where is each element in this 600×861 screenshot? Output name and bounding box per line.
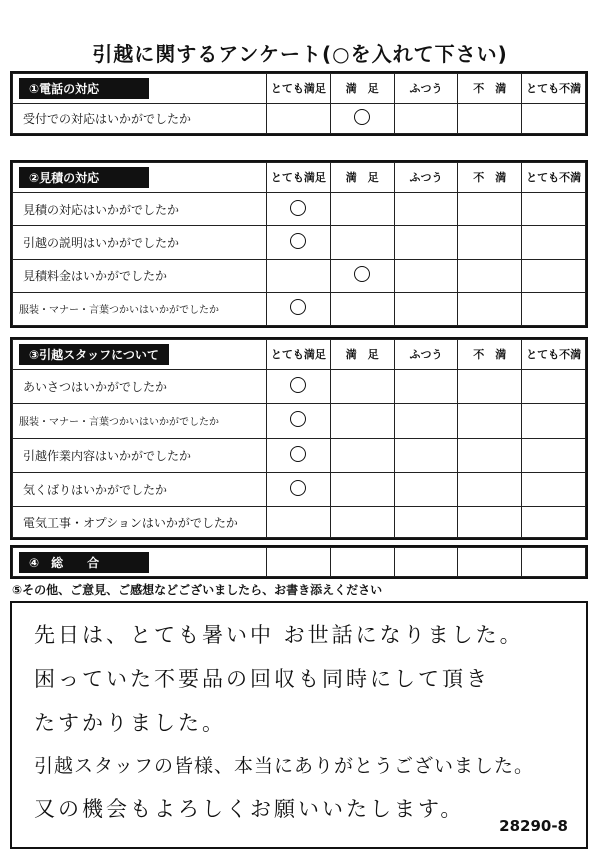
rating-header: 不 満 <box>458 74 522 104</box>
rating-cell[interactable] <box>394 292 458 325</box>
rating-cell[interactable] <box>458 193 522 226</box>
rating-cell[interactable] <box>522 370 586 404</box>
rating-header: とても不満 <box>522 163 586 193</box>
rating-cell[interactable] <box>267 472 331 506</box>
rating-header: とても満足 <box>267 74 331 104</box>
rating-cell[interactable] <box>267 404 331 438</box>
question-text: 気くばりはいかがでしたか <box>13 472 267 506</box>
rating-cell[interactable] <box>330 226 394 259</box>
rating-cell[interactable] <box>330 438 394 472</box>
rating-cell[interactable] <box>394 507 458 538</box>
question-text: 服装・マナー・言葉つかいはいかがでしたか <box>13 404 267 438</box>
question-row <box>13 370 586 404</box>
rating-header: ふつう <box>394 163 458 193</box>
question-row <box>13 259 586 292</box>
comment-line: 引越スタッフの皆様、本当にありがとうございました。 <box>34 755 535 777</box>
rating-cell[interactable] <box>267 104 331 134</box>
form-title: 引越に関するアンケート(○を入れて下さい) <box>92 42 508 66</box>
circle-mark-icon <box>290 446 306 462</box>
rating-header: ふつう <box>394 74 458 104</box>
rating-cell[interactable] <box>267 548 331 577</box>
comments-label: ⑤その他、ご意見、ご感想などございましたら、お書き添えください <box>12 583 383 597</box>
question-text: 電気工事・オプションはいかがでしたか <box>13 507 267 538</box>
rating-cell[interactable] <box>522 193 586 226</box>
section-overall <box>10 545 588 579</box>
comment-line: 先日は、とても暑い中 お世話になりました。 <box>34 623 524 647</box>
rating-cell[interactable] <box>267 292 331 325</box>
rating-cell[interactable] <box>330 370 394 404</box>
section-heading: ①電話の対応 <box>19 78 149 99</box>
rating-header: 不 満 <box>458 340 522 370</box>
rating-cell[interactable] <box>267 507 331 538</box>
rating-cell[interactable] <box>330 292 394 325</box>
question-row <box>13 404 586 438</box>
question-row <box>13 226 586 259</box>
rating-cell[interactable] <box>394 404 458 438</box>
question-text: 引越の説明はいかがでしたか <box>13 226 267 259</box>
section-heading: ④ 総 合 <box>19 552 149 573</box>
rating-cell[interactable] <box>394 370 458 404</box>
question-row <box>13 438 586 472</box>
rating-cell[interactable] <box>394 548 458 577</box>
circle-mark-icon <box>290 233 306 249</box>
rating-cell[interactable] <box>330 548 394 577</box>
rating-cell[interactable] <box>267 438 331 472</box>
rating-cell[interactable] <box>458 292 522 325</box>
question-row <box>13 472 586 506</box>
rating-cell[interactable] <box>394 104 458 134</box>
question-text: 見積の対応はいかがでしたか <box>13 193 267 226</box>
question-text: あいさつはいかがでしたか <box>13 370 267 404</box>
rating-header: とても不満 <box>522 74 586 104</box>
rating-cell[interactable] <box>458 259 522 292</box>
rating-cell[interactable] <box>522 259 586 292</box>
section-staff <box>10 337 588 540</box>
question-row <box>13 292 586 325</box>
comments-box[interactable] <box>10 601 588 849</box>
rating-cell[interactable] <box>267 193 331 226</box>
section-heading: ②見積の対応 <box>19 167 149 188</box>
question-text: 受付での対応はいかがでしたか <box>13 104 267 134</box>
section-estimate <box>10 160 588 328</box>
circle-mark-icon <box>354 266 370 282</box>
rating-header: 満 足 <box>330 74 394 104</box>
rating-cell[interactable] <box>458 226 522 259</box>
rating-cell[interactable] <box>522 438 586 472</box>
circle-mark-icon <box>290 200 306 216</box>
rating-cell[interactable] <box>522 292 586 325</box>
rating-cell[interactable] <box>522 104 586 134</box>
rating-header: とても満足 <box>267 340 331 370</box>
rating-cell[interactable] <box>394 472 458 506</box>
rating-cell[interactable] <box>394 193 458 226</box>
rating-cell[interactable] <box>394 438 458 472</box>
rating-cell[interactable] <box>458 548 522 577</box>
rating-header: 満 足 <box>330 340 394 370</box>
rating-cell[interactable] <box>458 438 522 472</box>
question-text: 引越作業内容はいかがでしたか <box>13 438 267 472</box>
rating-cell[interactable] <box>267 226 331 259</box>
rating-header: 不 満 <box>458 163 522 193</box>
rating-cell[interactable] <box>330 193 394 226</box>
section-heading: ③引越スタッフについて <box>19 344 169 365</box>
rating-cell[interactable] <box>458 472 522 506</box>
rating-cell[interactable] <box>330 507 394 538</box>
rating-cell[interactable] <box>522 226 586 259</box>
circle-mark-icon <box>290 377 306 393</box>
comment-line: 困っていた不要品の回収も同時にして頂き <box>34 667 490 691</box>
rating-cell[interactable] <box>458 104 522 134</box>
rating-cell[interactable] <box>330 404 394 438</box>
circle-mark-icon <box>290 299 306 315</box>
form-code: 28290-8 <box>499 817 568 835</box>
rating-cell[interactable] <box>522 404 586 438</box>
question-text: 服装・マナー・言葉つかいはいかがでしたか <box>13 292 267 325</box>
rating-cell[interactable] <box>458 507 522 538</box>
rating-cell[interactable] <box>394 226 458 259</box>
rating-cell[interactable] <box>330 472 394 506</box>
rating-cell[interactable] <box>330 259 394 292</box>
question-row <box>13 507 586 538</box>
rating-header: とても不満 <box>522 340 586 370</box>
circle-mark-icon <box>290 480 306 496</box>
rating-cell[interactable] <box>330 104 394 134</box>
comment-line: たすかりました。 <box>34 711 226 735</box>
rating-cell[interactable] <box>267 370 331 404</box>
rating-cell[interactable] <box>458 370 522 404</box>
rating-header: 満 足 <box>330 163 394 193</box>
circle-mark-icon <box>354 109 370 125</box>
question-text: 見積料金はいかがでしたか <box>13 259 267 292</box>
rating-cell[interactable] <box>267 259 331 292</box>
comment-line: 又の機会もよろしくお願いいたします。 <box>34 797 465 821</box>
circle-mark-icon <box>290 411 306 427</box>
question-row <box>13 104 586 134</box>
rating-cell[interactable] <box>522 507 586 538</box>
rating-cell[interactable] <box>458 404 522 438</box>
rating-cell[interactable] <box>522 548 586 577</box>
section-phone <box>10 71 588 136</box>
question-row <box>13 193 586 226</box>
rating-header: とても満足 <box>267 163 331 193</box>
rating-cell[interactable] <box>522 472 586 506</box>
rating-header: ふつう <box>394 340 458 370</box>
rating-cell[interactable] <box>394 259 458 292</box>
